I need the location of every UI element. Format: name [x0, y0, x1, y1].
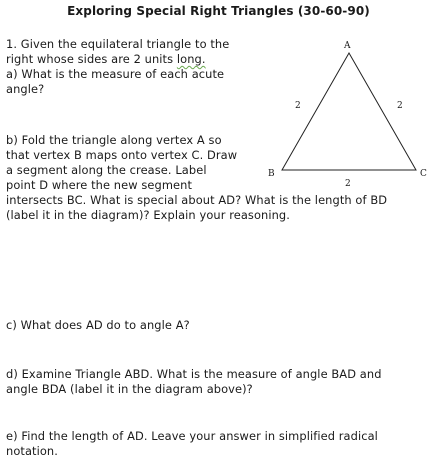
qe-text-line-2: notation. — [6, 444, 58, 458]
equilateral-triangle-diagram — [260, 36, 437, 196]
side-ab-length-label: 2 — [295, 101, 301, 111]
qb-text-line-6: (label it in the diagram)? Explain your reasoning. — [6, 208, 290, 222]
side-bc-length-label: 2 — [345, 179, 351, 189]
qb-text-line-1: b) Fold the triangle along vertex A so — [6, 133, 222, 147]
q1-text-line-2 — [6, 52, 206, 67]
spellcheck-underlined-word: long. — [176, 52, 206, 66]
qa-text-line-1: a) What is the measure of each acute — [6, 67, 225, 81]
q1-text-line-2-start: right whose sides are 2 units — [6, 52, 177, 66]
qb-text-line-5: intersects BC. What is special about AD? What is the length of BD — [6, 193, 388, 207]
q1-text-line-1: 1. Given the equilateral triangle to the — [6, 37, 230, 51]
worksheet-title: Exploring Special Right Triangles (30-60-90) — [67, 4, 370, 18]
qc-text-line-1: c) What does AD do to angle A? — [6, 318, 190, 332]
qb-text-line-4: point D where the new segment — [6, 178, 193, 192]
triangle-abc — [282, 53, 416, 170]
side-ac-length-label: 2 — [397, 101, 403, 111]
qe-text-line-1: e) Find the length of AD. Leave your answer in simplified radical — [6, 429, 378, 443]
qd-text-line-1: d) Examine Triangle ABD. What is the measure of angle BAD and — [6, 367, 382, 381]
qa-text-line-2: angle? — [6, 82, 45, 96]
qb-text-line-3: a segment along the crease. Label — [6, 163, 207, 177]
qb-text-line-2: that vertex B maps onto vertex C. Draw — [6, 148, 238, 162]
qd-text-line-2: angle BDA (label it in the diagram above)? — [6, 382, 253, 396]
vertex-b-label: B — [268, 169, 275, 179]
vertex-a-label: A — [344, 41, 351, 51]
vertex-c-label: C — [420, 169, 427, 179]
